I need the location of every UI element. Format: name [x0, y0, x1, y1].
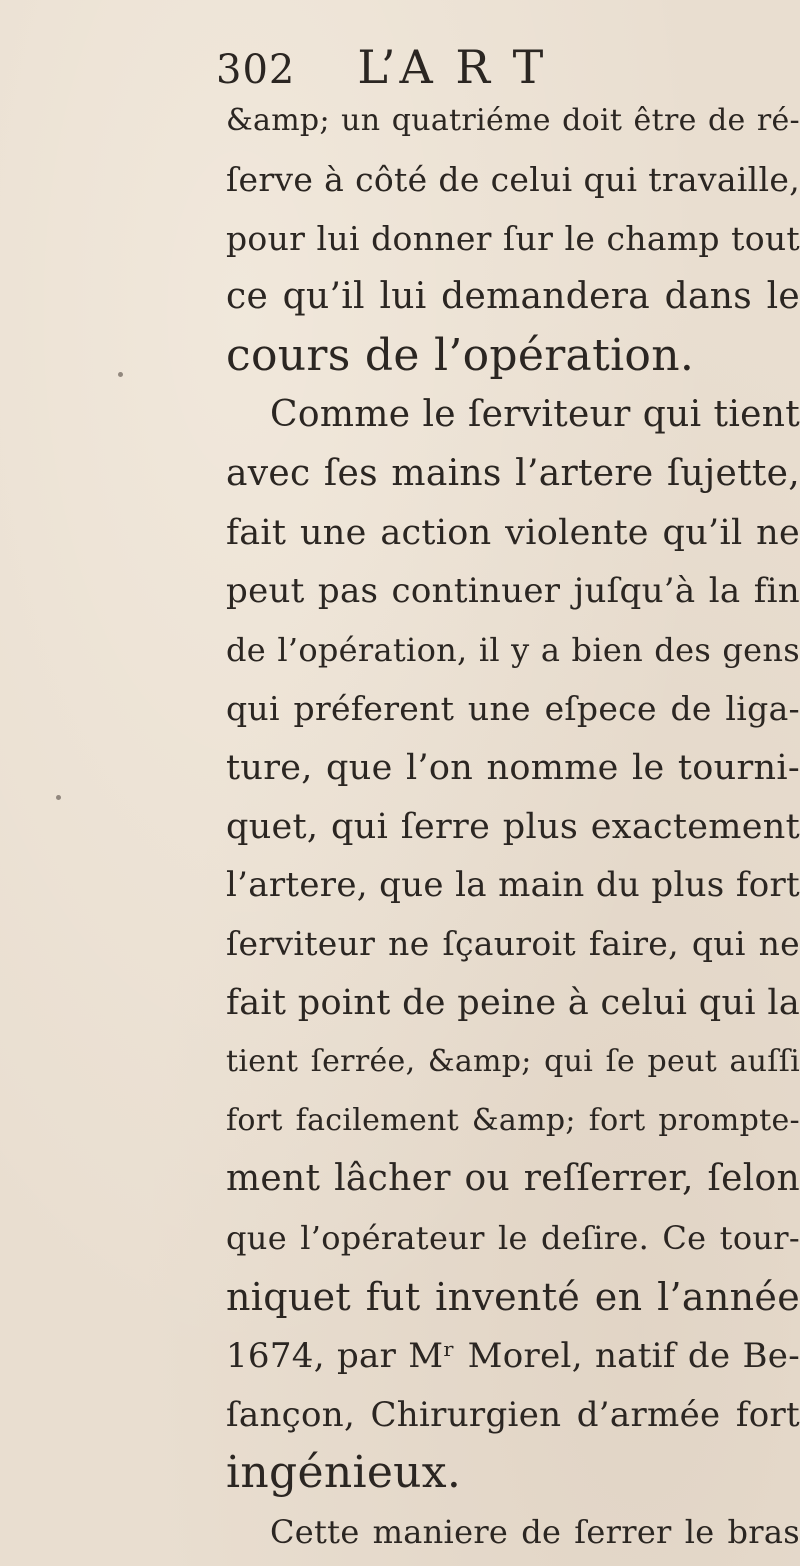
text-line: ingénieux.	[226, 1447, 462, 1499]
text-line: ſerve à côté de celui qui travaille,	[226, 159, 800, 199]
text-line: que l’opérateur le deſire. Ce tour-	[226, 1219, 800, 1258]
text-line: ſançon, Chirurgien d’armée fort	[226, 1394, 800, 1435]
text-line: ment lâcher ou reſſerrer, ſelon	[226, 1158, 800, 1200]
text-line: ture, que l’on nomme le tourni-	[226, 747, 800, 788]
paragraph-start-line: Cette maniere de ſerrer le bras	[270, 1513, 800, 1552]
running-head	[216, 40, 547, 100]
text-line: quet, qui ſerre plus exactement	[226, 806, 800, 847]
margin-speck	[56, 795, 61, 800]
body-text	[226, 92, 800, 1562]
text-line: avec ſes mains l’artere ſujette,	[226, 452, 800, 494]
text-line: fait point de peine à celui qui la	[226, 982, 800, 1023]
text-line: tient ſerrée, &amp; qui ſe peut auſſi	[226, 1043, 800, 1079]
text-line: fait une action violente qu’il ne	[226, 512, 800, 553]
margin-speck	[118, 372, 123, 377]
running-title: L’A R T	[357, 40, 548, 94]
text-line: niquet fut inventé en l’année	[226, 1274, 800, 1319]
text-line: peut pas continuer juſqu’à la fin	[226, 571, 800, 612]
page-number: 302	[216, 47, 296, 93]
text-line: cours de l’opération.	[226, 330, 695, 382]
paragraph-start-line: Comme le ſerviteur qui tient	[270, 393, 800, 435]
text-line: qui préferent une eſpece de liga-	[226, 688, 800, 728]
text-line: ſerviteur ne ſçauroit faire, qui ne	[226, 924, 800, 964]
text-line: fort facilement &amp; fort prompte-	[226, 1102, 800, 1138]
text-line: pour lui donner ſur le champ tout	[226, 218, 800, 258]
text-line: ce qu’il lui demandera dans le	[226, 276, 800, 318]
text-line: l’artere, que la main du plus fort	[226, 865, 800, 906]
text-line: &amp; un quatriéme doit être de ré-	[226, 103, 800, 138]
text-line: de l’opération, il y a bien des gens	[226, 631, 800, 670]
text-line: 1674, par Mʳ Morel, natif de Be-	[226, 1335, 800, 1376]
